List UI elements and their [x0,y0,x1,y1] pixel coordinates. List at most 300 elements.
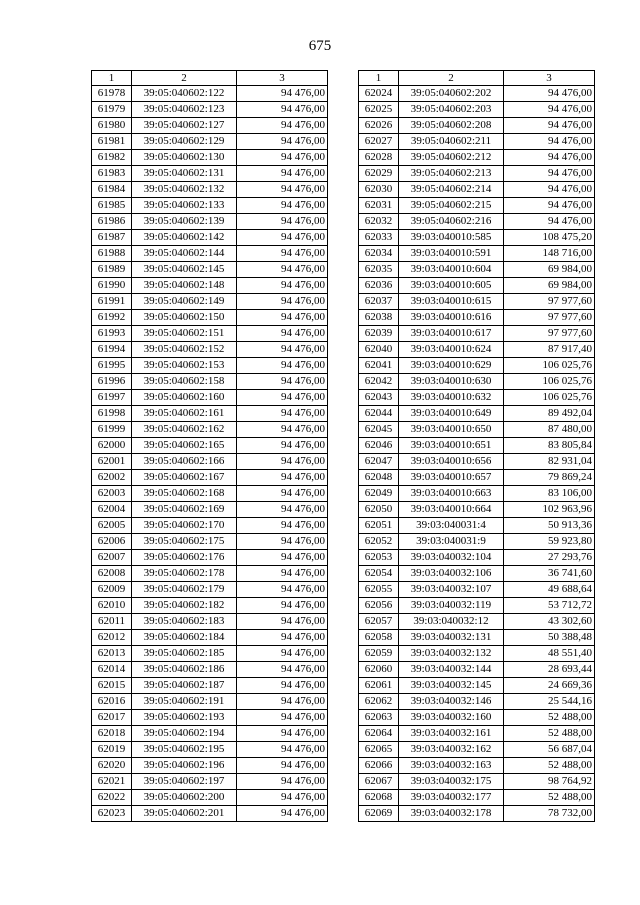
row-number: 61998 [92,406,132,422]
table-header-row [359,71,595,86]
cadastral-number: 39:05:040602:122 [132,86,237,102]
table-row [359,614,595,630]
table-row [359,214,595,230]
cadastral-number: 39:05:040602:168 [132,486,237,502]
row-number: 62012 [92,630,132,646]
cadastral-number: 39:03:040010:664 [399,502,504,518]
cadastral-value: 83 805,84 [504,438,595,454]
cadastral-value: 59 923,80 [504,534,595,550]
table-row [359,758,595,774]
table-row [92,774,328,790]
cadastral-number: 39:03:040010:629 [399,358,504,374]
table-row [359,358,595,374]
row-number: 61986 [92,214,132,230]
cadastral-number: 39:05:040602:202 [399,86,504,102]
cadastral-number: 39:03:040010:630 [399,374,504,390]
cadastral-number: 39:05:040602:194 [132,726,237,742]
table-row [92,214,328,230]
cadastral-number: 39:03:040032:145 [399,678,504,694]
cadastral-value: 50 913,36 [504,518,595,534]
cadastral-value: 49 688,64 [504,582,595,598]
table-row [359,742,595,758]
cadastral-value: 94 476,00 [237,182,328,198]
row-number: 62011 [92,614,132,630]
cadastral-number: 39:05:040602:175 [132,534,237,550]
table-row [359,502,595,518]
cadastral-number: 39:05:040602:213 [399,166,504,182]
row-number: 62019 [92,742,132,758]
table-row [359,278,595,294]
cadastral-number: 39:03:040032:132 [399,646,504,662]
row-number: 61989 [92,262,132,278]
table-row [92,582,328,598]
row-number: 62016 [92,694,132,710]
cadastral-value: 94 476,00 [237,86,328,102]
table-row [359,230,595,246]
table-row [359,390,595,406]
cadastral-value: 94 476,00 [237,566,328,582]
cadastral-number: 39:03:040032:146 [399,694,504,710]
cadastral-value: 48 551,40 [504,646,595,662]
cadastral-number: 39:05:040602:160 [132,390,237,406]
cadastral-value: 94 476,00 [237,246,328,262]
cadastral-number: 39:03:040010:617 [399,326,504,342]
cadastral-number: 39:05:040602:214 [399,182,504,198]
table-row [92,198,328,214]
cadastral-number: 39:05:040602:161 [132,406,237,422]
row-number: 62023 [92,806,132,822]
row-number: 62040 [359,342,399,358]
cadastral-number: 39:05:040602:130 [132,150,237,166]
table-row [359,678,595,694]
row-number: 62036 [359,278,399,294]
table-row [359,694,595,710]
table-row [92,534,328,550]
cadastral-value: 97 977,60 [504,326,595,342]
cadastral-number: 39:03:040010:604 [399,262,504,278]
table-row [92,694,328,710]
table-row [92,374,328,390]
cadastral-number: 39:03:040032:178 [399,806,504,822]
table-row [359,534,595,550]
cadastral-number: 39:03:040010:591 [399,246,504,262]
cadastral-value: 94 476,00 [237,630,328,646]
register-table-left [91,70,328,822]
table-row [92,662,328,678]
cadastral-number: 39:05:040602:216 [399,214,504,230]
cadastral-value: 94 476,00 [237,582,328,598]
column-header-number: 1 [359,71,399,86]
row-number: 62058 [359,630,399,646]
cadastral-value: 108 475,20 [504,230,595,246]
row-number: 62057 [359,614,399,630]
table-row [92,454,328,470]
row-number: 62022 [92,790,132,806]
table-row [359,662,595,678]
cadastral-value: 43 302,60 [504,614,595,630]
table-row [92,118,328,134]
row-number: 62001 [92,454,132,470]
table-row [92,630,328,646]
table-row [359,630,595,646]
row-number: 61981 [92,134,132,150]
cadastral-number: 39:03:040032:175 [399,774,504,790]
cadastral-number: 39:05:040602:200 [132,790,237,806]
table-row [359,150,595,166]
cadastral-number: 39:05:040602:185 [132,646,237,662]
table-row [92,598,328,614]
table-row [359,198,595,214]
row-number: 62066 [359,758,399,774]
cadastral-number: 39:05:040602:139 [132,214,237,230]
cadastral-value: 94 476,00 [237,326,328,342]
row-number: 61995 [92,358,132,374]
table-row [92,294,328,310]
row-number: 62037 [359,294,399,310]
row-number: 61978 [92,86,132,102]
row-number: 61988 [92,246,132,262]
row-number: 62033 [359,230,399,246]
cadastral-number: 39:03:040010:616 [399,310,504,326]
cadastral-number: 39:05:040602:215 [399,198,504,214]
table-row [359,710,595,726]
cadastral-value: 94 476,00 [504,86,595,102]
cadastral-number: 39:05:040602:151 [132,326,237,342]
row-number: 62025 [359,102,399,118]
cadastral-value: 106 025,76 [504,358,595,374]
cadastral-number: 39:03:040010:585 [399,230,504,246]
table-row [359,86,595,102]
table-row [92,438,328,454]
cadastral-value: 94 476,00 [504,118,595,134]
row-number: 62004 [92,502,132,518]
table-header-row [92,71,328,86]
cadastral-value: 25 544,16 [504,694,595,710]
table-row [359,422,595,438]
cadastral-value: 28 693,44 [504,662,595,678]
cadastral-value: 94 476,00 [237,374,328,390]
cadastral-value: 94 476,00 [237,678,328,694]
table-row [359,342,595,358]
page-number: 675 [308,38,332,54]
row-number: 61992 [92,310,132,326]
cadastral-value: 102 963,96 [504,502,595,518]
row-number: 62044 [359,406,399,422]
row-number: 61997 [92,390,132,406]
cadastral-number: 39:05:040602:201 [132,806,237,822]
table-row [359,566,595,582]
cadastral-number: 39:03:040032:119 [399,598,504,614]
cadastral-number: 39:05:040602:144 [132,246,237,262]
cadastral-value: 94 476,00 [237,278,328,294]
row-number: 61999 [92,422,132,438]
row-number: 61979 [92,102,132,118]
row-number: 62064 [359,726,399,742]
cadastral-number: 39:05:040602:191 [132,694,237,710]
cadastral-value: 94 476,00 [237,342,328,358]
row-number: 62055 [359,582,399,598]
cadastral-value: 94 476,00 [237,406,328,422]
cadastral-value: 94 476,00 [237,758,328,774]
cadastral-value: 94 476,00 [237,614,328,630]
cadastral-number: 39:03:040032:107 [399,582,504,598]
cadastral-value: 94 476,00 [237,726,328,742]
cadastral-value: 94 476,00 [504,166,595,182]
cadastral-number: 39:03:040010:615 [399,294,504,310]
row-number: 62003 [92,486,132,502]
cadastral-number: 39:05:040602:153 [132,358,237,374]
cadastral-number: 39:05:040602:184 [132,630,237,646]
cadastral-number: 39:05:040602:212 [399,150,504,166]
cadastral-number: 39:05:040602:167 [132,470,237,486]
cadastral-number: 39:05:040602:196 [132,758,237,774]
row-number: 62069 [359,806,399,822]
row-number: 62035 [359,262,399,278]
table-row [92,678,328,694]
row-number: 62041 [359,358,399,374]
cadastral-value: 69 984,00 [504,262,595,278]
cadastral-number: 39:05:040602:162 [132,422,237,438]
cadastral-number: 39:03:040010:624 [399,342,504,358]
row-number: 62068 [359,790,399,806]
cadastral-number: 39:03:040010:605 [399,278,504,294]
table-row [359,726,595,742]
row-number: 62014 [92,662,132,678]
table-row [92,726,328,742]
cadastral-number: 39:05:040602:149 [132,294,237,310]
row-number: 62005 [92,518,132,534]
row-number: 62029 [359,166,399,182]
cadastral-value: 27 293,76 [504,550,595,566]
row-number: 62017 [92,710,132,726]
table-row [359,246,595,262]
table-row [92,134,328,150]
row-number: 61984 [92,182,132,198]
cadastral-value: 94 476,00 [237,166,328,182]
register-table-right [358,70,595,822]
cadastral-value: 94 476,00 [237,150,328,166]
cadastral-value: 83 106,00 [504,486,595,502]
row-number: 62043 [359,390,399,406]
table-row [359,470,595,486]
cadastral-value: 52 488,00 [504,710,595,726]
cadastral-number: 39:03:040010:657 [399,470,504,486]
table-row [92,406,328,422]
table-row [359,774,595,790]
cadastral-number: 39:03:040032:12 [399,614,504,630]
row-number: 62056 [359,598,399,614]
cadastral-number: 39:05:040602:197 [132,774,237,790]
cadastral-value: 106 025,76 [504,390,595,406]
cadastral-value: 50 388,48 [504,630,595,646]
cadastral-number: 39:05:040602:145 [132,262,237,278]
cadastral-value: 78 732,00 [504,806,595,822]
table-row [92,102,328,118]
row-number: 62039 [359,326,399,342]
table-row [92,486,328,502]
cadastral-number: 39:03:040032:163 [399,758,504,774]
row-number: 62015 [92,678,132,694]
table-row [92,806,328,822]
table-row [92,550,328,566]
cadastral-number: 39:05:040602:195 [132,742,237,758]
table-row [359,102,595,118]
row-number: 62051 [359,518,399,534]
cadastral-value: 94 476,00 [237,694,328,710]
cadastral-number: 39:03:040032:177 [399,790,504,806]
cadastral-value: 82 931,04 [504,454,595,470]
table-row [359,582,595,598]
cadastral-number: 39:05:040602:152 [132,342,237,358]
cadastral-number: 39:05:040602:208 [399,118,504,134]
cadastral-number: 39:05:040602:170 [132,518,237,534]
table-row [359,134,595,150]
cadastral-number: 39:03:040032:162 [399,742,504,758]
table-row [359,518,595,534]
cadastral-value: 94 476,00 [504,134,595,150]
row-number: 61983 [92,166,132,182]
cadastral-value: 52 488,00 [504,726,595,742]
row-number: 62065 [359,742,399,758]
table-row [92,230,328,246]
cadastral-value: 94 476,00 [237,294,328,310]
cadastral-value: 98 764,92 [504,774,595,790]
table-row [92,326,328,342]
row-number: 62063 [359,710,399,726]
row-number: 62018 [92,726,132,742]
table-row [92,758,328,774]
table-row [92,614,328,630]
cadastral-value: 94 476,00 [237,390,328,406]
cadastral-value: 94 476,00 [237,118,328,134]
row-number: 62000 [92,438,132,454]
cadastral-value: 69 984,00 [504,278,595,294]
row-number: 62009 [92,582,132,598]
row-number: 62060 [359,662,399,678]
table-row [359,486,595,502]
table-row [359,294,595,310]
table-row [92,470,328,486]
cadastral-value: 94 476,00 [237,438,328,454]
cadastral-number: 39:03:040032:106 [399,566,504,582]
cadastral-number: 39:03:040032:161 [399,726,504,742]
cadastral-value: 97 977,60 [504,310,595,326]
row-number: 62059 [359,646,399,662]
row-number: 61996 [92,374,132,390]
cadastral-value: 94 476,00 [504,198,595,214]
row-number: 62008 [92,566,132,582]
cadastral-number: 39:03:040031:4 [399,518,504,534]
table-row [359,646,595,662]
row-number: 62030 [359,182,399,198]
table-row [359,326,595,342]
table-row [92,422,328,438]
table-row [92,358,328,374]
cadastral-number: 39:05:040602:123 [132,102,237,118]
cadastral-value: 94 476,00 [237,742,328,758]
cadastral-number: 39:05:040602:182 [132,598,237,614]
cadastral-value: 94 476,00 [237,502,328,518]
table-row [92,390,328,406]
table-row [359,790,595,806]
table-row [92,278,328,294]
row-number: 62049 [359,486,399,502]
cadastral-value: 148 716,00 [504,246,595,262]
cadastral-value: 94 476,00 [237,102,328,118]
cadastral-number: 39:03:040032:144 [399,662,504,678]
cadastral-number: 39:03:040031:9 [399,534,504,550]
cadastral-value: 94 476,00 [237,774,328,790]
cadastral-number: 39:05:040602:203 [399,102,504,118]
row-number: 62020 [92,758,132,774]
cadastral-number: 39:05:040602:158 [132,374,237,390]
row-number: 62038 [359,310,399,326]
cadastral-number: 39:05:040602:186 [132,662,237,678]
table-row [92,566,328,582]
column-header-cadastral: 2 [399,71,504,86]
cadastral-number: 39:05:040602:133 [132,198,237,214]
table-row [92,502,328,518]
cadastral-value: 94 476,00 [237,214,328,230]
cadastral-value: 94 476,00 [504,102,595,118]
cadastral-number: 39:05:040602:165 [132,438,237,454]
table-row [92,742,328,758]
cadastral-number: 39:03:040032:104 [399,550,504,566]
table-row [359,374,595,390]
row-number: 62045 [359,422,399,438]
row-number: 62026 [359,118,399,134]
cadastral-number: 39:03:040010:632 [399,390,504,406]
cadastral-number: 39:05:040602:178 [132,566,237,582]
row-number: 61991 [92,294,132,310]
cadastral-number: 39:05:040602:142 [132,230,237,246]
cadastral-value: 94 476,00 [237,550,328,566]
cadastral-number: 39:03:040010:651 [399,438,504,454]
table-row [359,118,595,134]
table-row [92,182,328,198]
row-number: 62006 [92,534,132,550]
cadastral-number: 39:05:040602:127 [132,118,237,134]
cadastral-value: 94 476,00 [237,486,328,502]
cadastral-number: 39:05:040602:193 [132,710,237,726]
table-row [92,86,328,102]
table-row [92,518,328,534]
row-number: 62046 [359,438,399,454]
row-number: 62010 [92,598,132,614]
cadastral-number: 39:03:040032:131 [399,630,504,646]
cadastral-value: 94 476,00 [237,134,328,150]
cadastral-number: 39:03:040010:656 [399,454,504,470]
column-header-value: 3 [237,71,328,86]
cadastral-number: 39:05:040602:150 [132,310,237,326]
cadastral-value: 94 476,00 [237,454,328,470]
cadastral-number: 39:05:040602:148 [132,278,237,294]
cadastral-value: 87 480,00 [504,422,595,438]
cadastral-value: 24 669,36 [504,678,595,694]
row-number: 61987 [92,230,132,246]
cadastral-number: 39:03:040010:649 [399,406,504,422]
cadastral-number: 39:05:040602:132 [132,182,237,198]
cadastral-value: 52 488,00 [504,790,595,806]
cadastral-value: 87 917,40 [504,342,595,358]
cadastral-value: 94 476,00 [237,470,328,486]
row-number: 62047 [359,454,399,470]
table-row [92,246,328,262]
table-row [92,646,328,662]
cadastral-value: 94 476,00 [237,262,328,278]
table-row [92,710,328,726]
row-number: 62067 [359,774,399,790]
